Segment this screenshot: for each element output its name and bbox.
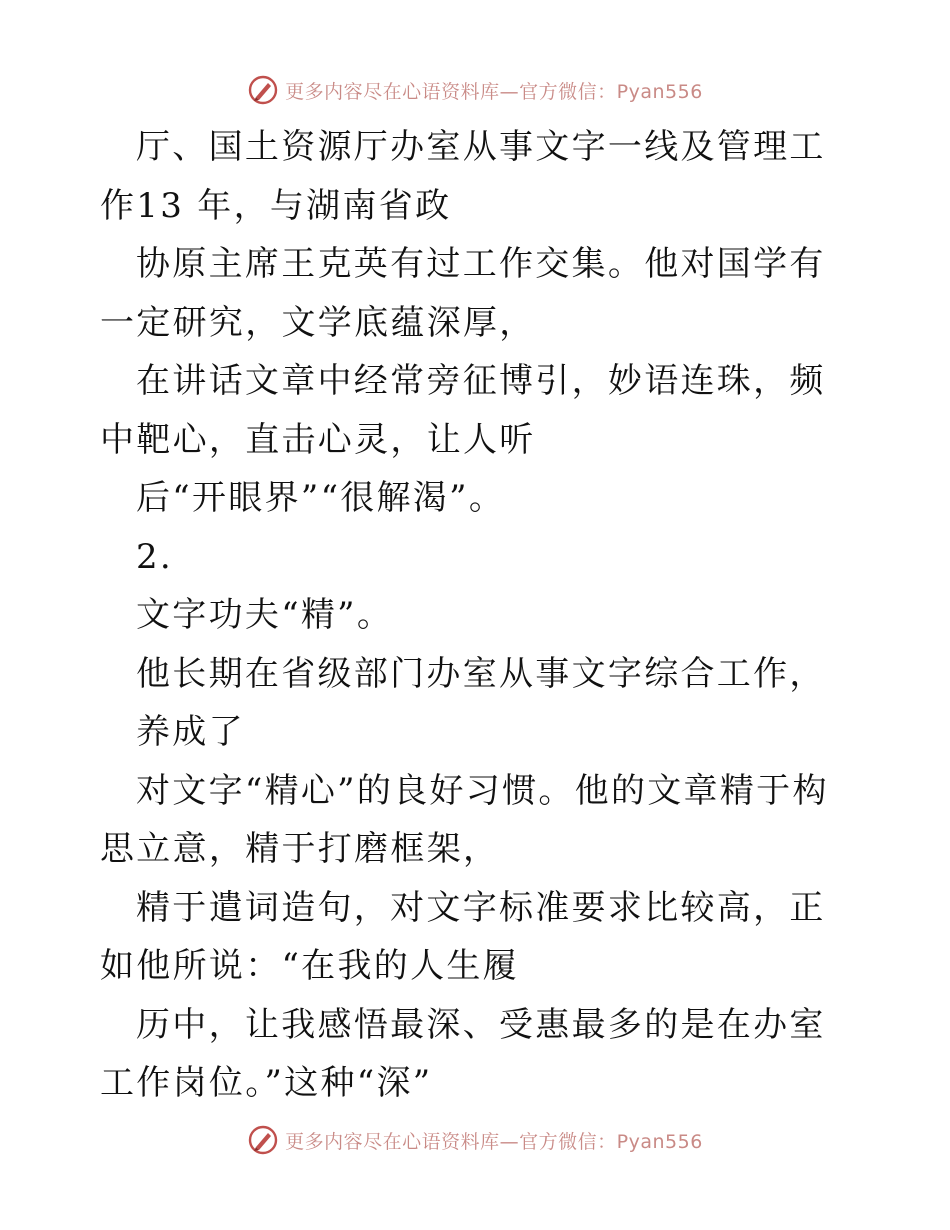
pen-logo-icon bbox=[247, 74, 279, 106]
document-body bbox=[100, 118, 860, 1113]
paragraph: 厅、国土资源厅办室从事文字一线及管理工作13 年，与湖南省政 bbox=[100, 127, 826, 226]
footer-watermark bbox=[0, 1120, 950, 1160]
paragraph: 在讲话文章中经常旁征博引，妙语连珠，频中靶心，直击心灵，让人听 bbox=[100, 361, 826, 460]
paragraph: 协原主席王克英有过工作交集。他对国学有一定研究，文学底蕴深厚， bbox=[100, 244, 826, 343]
header-watermark bbox=[0, 70, 950, 110]
paragraph: 历中，让我感悟最深、受惠最多的是在办室工作岗位。”这种“深” bbox=[100, 1004, 826, 1103]
watermark-text: 更多内容尽在心语资料库—官方微信：Pyan556 bbox=[285, 1130, 703, 1153]
paragraph: 养成了 bbox=[136, 712, 245, 752]
paragraph: 他长期在省级部门办室从事文字综合工作， bbox=[136, 653, 826, 694]
paragraph: 后“开眼界”“很解渴”。 bbox=[136, 478, 506, 518]
paragraph: 精于遣词造句，对文字标准要求比较高，正如他所说：“在我的人生履 bbox=[100, 887, 826, 986]
paragraph: 文字功夫“精”。 bbox=[136, 595, 394, 635]
pen-logo-icon bbox=[247, 1124, 279, 1156]
paragraph: 2. bbox=[136, 536, 174, 577]
watermark-text: 更多内容尽在心语资料库—官方微信：Pyan556 bbox=[285, 80, 703, 103]
paragraph: 对文字“精心”的良好习惯。他的文章精于构思立意，精于打磨框架， bbox=[100, 770, 829, 869]
